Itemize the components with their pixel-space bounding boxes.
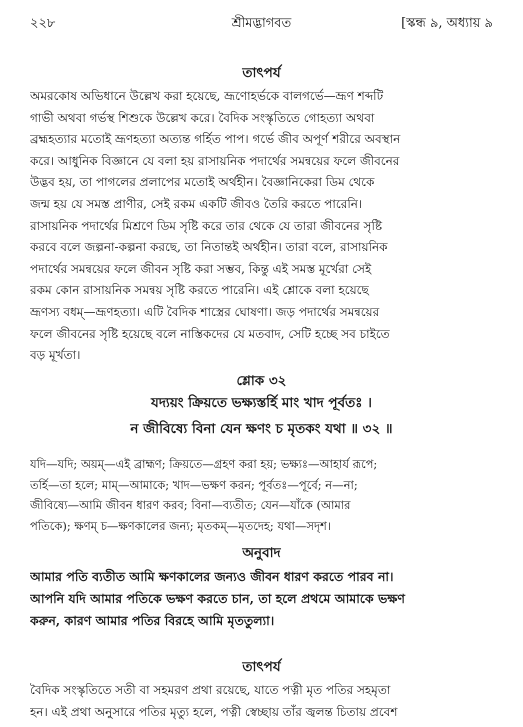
- translation-line: আমার পতি ব্যতীত আমি ক্ষণকালের জন্যও জীবন ধারণ করতে পারব না।: [30, 569, 394, 584]
- purport-paragraph: [30, 680, 493, 723]
- chapter-reference: [স্কন্ধ ৯, অধ্যায় ৯: [401, 16, 493, 31]
- purport-heading: তাৎপর্য: [242, 659, 281, 675]
- purport-line: ভ্রূণস্য বধম্—ভ্রূণহত্যা। এটি বৈদিক শাস্ত্রের ঘোষণা। জড় পদার্থের সমন্বয়ের: [30, 304, 380, 319]
- page-number: ২২৮: [30, 16, 56, 31]
- synonyms-paragraph: [30, 454, 493, 536]
- purport-line: করবে বলে জল্পনা-কল্পনা করছে, তা নিতান্তই অর্থহীন। তারা বলে, রাসায়নিক: [30, 240, 388, 255]
- purport-line: রকম কোন রাসায়নিক সমন্বয় সৃষ্টি করতে পারেনি। এই শ্লোকে বলা হয়েছে: [30, 283, 369, 298]
- purport-paragraph: [30, 86, 493, 367]
- purport-line: বৈদিক সংস্কৃতিতে সতী বা সহমরণ প্রথা রয়েছে, যাতে পত্নী মৃত পতির সহমৃতা: [30, 683, 391, 697]
- book-title: শ্রীমদ্ভাগবত: [231, 16, 292, 31]
- translation-paragraph: [30, 566, 493, 632]
- translation-line: করুন, কারণ আমার পতির বিরহে আমি মৃততুল্যা।: [30, 613, 275, 628]
- verse-heading: শ্লোক ৩২: [236, 373, 287, 389]
- translation-line: আপনি যদি আমার পতিকে ভক্ষণ করতে চান, তা হলে প্রথমে আমাকে ভক্ষণ: [30, 591, 405, 606]
- synonyms-line: পতিকে); ক্ষণম্ চ—ক্ষণকালের জন্য; মৃতকম্—মৃতদেহ; যথা—সদৃশ।: [30, 518, 331, 533]
- purport-line: ফলে জীবনের সৃষ্টি হয়েছে বলে নাস্তিকদের যে মতবাদ, সেটি হচ্ছে সব চাইতে: [30, 326, 390, 341]
- verse-line-1: যদ্যয়ং ক্রিয়তে ভক্ষ্যস্তর্হি মাং খাদ পূর্বতঃ ।: [151, 395, 372, 411]
- translation-heading: অনুবাদ: [242, 545, 281, 561]
- purport-line: পদার্থের সমন্বয়ের ফলে জীবন সৃষ্টি করা সম্ভব, কিন্তু এই সমস্ত মূর্খেরা সেই: [30, 261, 372, 276]
- purport-line: রাসায়নিক পদার্থের মিশ্রণে ডিম সৃষ্টি করে তার থেকে যে তারা জীবনের সৃষ্টি: [30, 218, 383, 233]
- purport-line: অমরকোষ অভিধানে উল্লেখ করা হয়েছে, ভ্রূণোহর্ভকে বালগর্ভে—ভ্রূণ শব্দটি: [30, 89, 384, 103]
- purport-line: বড় মূর্খতা।: [30, 348, 81, 363]
- purport-line: হন। এই প্রথা অনুসারে পতির মৃত্যু হলে, পত্নী স্বেচ্ছায় তাঁর জ্বলন্ত চিতায় প্রবেশ: [30, 704, 398, 719]
- purport-heading: তাৎপর্য: [242, 65, 281, 81]
- synonyms-line: জীবিষ্যে—আমি জীবন ধারণ করব; বিনা—ব্যতীত; যেন—যাঁকে (আমার: [30, 498, 351, 512]
- page-header: [30, 14, 493, 34]
- synonyms-line: তর্হি—তা হলে; মাম্—আমাকে; খাদ—ভক্ষণ করন; পূর্বতঃ—পূর্বে; ন—না;: [30, 477, 358, 492]
- purport-line: উদ্ভব হয়, তা পাগলের প্রলাপের মতোই অর্থহীন। বৈজ্ঞানিকেরা ডিম থেকে: [30, 175, 375, 190]
- purport-line: ব্রহ্মহত্যার মতোই ভ্রূণহত্যা অত্যন্ত গর্হিত পাপ। গর্ভে জীব অপূর্ণ শরীরে অবস্থান: [30, 132, 401, 147]
- synonyms-line: যদি—যদি; অয়ম্—এই ব্রাহ্মণ; ক্রিয়তে—গ্রহণ করা হয়; ভক্ষ্যঃ—আহার্য রূপে;: [30, 457, 378, 471]
- purport-line: জন্ম হয় যে সমস্ত প্রাণীর, সেই রকম একটি জীবও তৈরি করতে পারেনি।: [30, 196, 363, 211]
- verse-line-2: ন জীবিষ্যে বিনা যেন ক্ষণং চ মৃতকং যথা ॥ ৩২ ॥: [130, 421, 393, 437]
- purport-line: করে। আধুনিক বিজ্ঞানে যে বলা হয় রাসায়নিক পদার্থের সমন্বয়ের ফলে জীবনের: [30, 153, 400, 168]
- purport-line: গাভী অথবা গর্ভস্থ শিশুকে উল্লেখ করে। বৈদিক সংস্কৃতিতে গোহত্যা অথবা: [30, 110, 375, 125]
